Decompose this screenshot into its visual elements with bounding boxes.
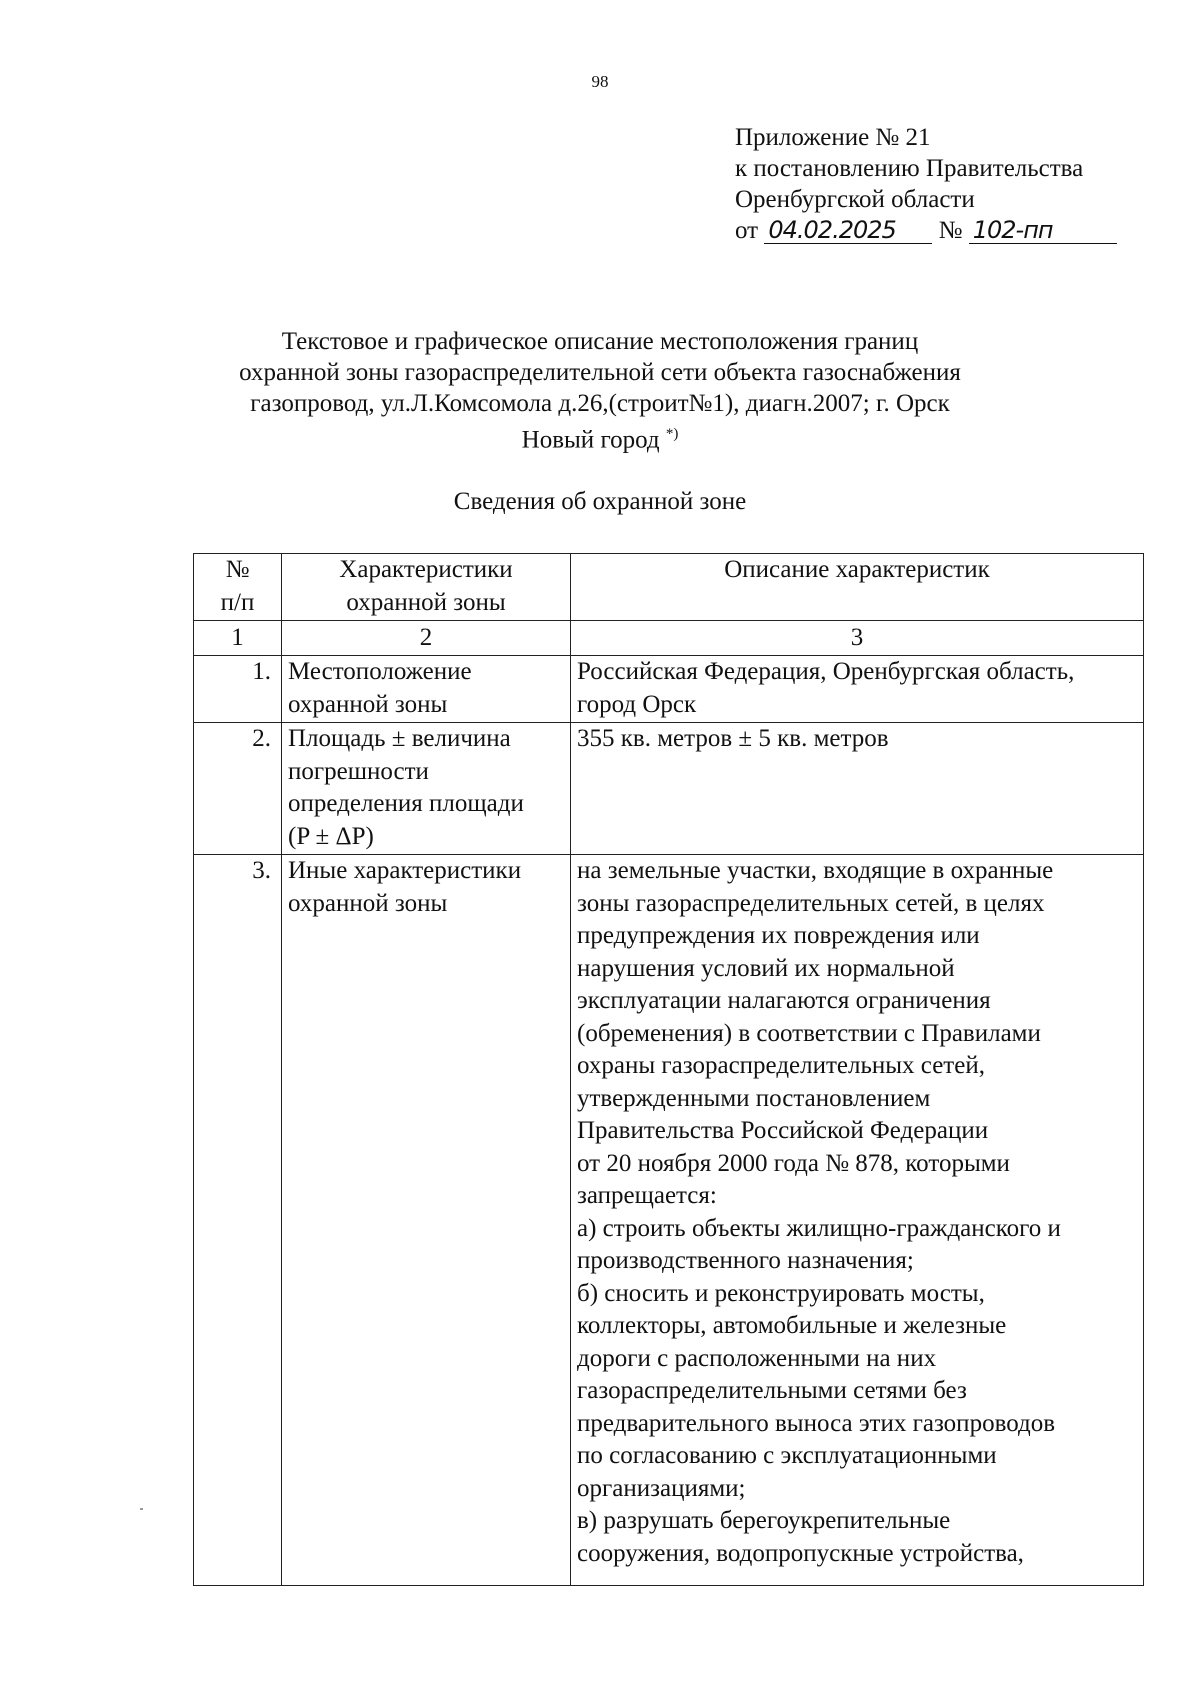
- section-subtitle: Сведения об охранной зоне: [453, 488, 747, 515]
- zone-info-table: [193, 553, 1144, 1586]
- row-description: Российская Федерация, Оренбургская область, город Орск: [571, 656, 1144, 723]
- row-characteristic: Иные характеристики охранной зоны: [282, 855, 571, 1586]
- title-line-3: газопровод, ул.Л.Комсомола д.26,(строит№1), диагн.2007; г. Орск: [250, 390, 950, 417]
- column-number-row: [194, 621, 1144, 656]
- from-label: от: [735, 217, 759, 244]
- appendix-block: [735, 122, 1117, 246]
- appendix-signature-line: [735, 215, 1117, 246]
- row-description: на земельные участки, входящие в охранные зоны газораспределительных сетей, в целях предупреждения их повреждения или нарушения условий их нормальной эксплуатации налагаются ограничения (обременения) в соответствии с Правилами охраны газораспределительных сетей, утвержденными постановлением Правительства Российской Федерации от 20 ноября 2000 года № 878, которыми запрещается: а) строить объекты жилищно-гражданского и производственного назначения; б) сносить и реконструировать мосты, коллекторы, автомобильные и железные дороги с расположенными на них газораспределительными сетями без предварительного выноса этих газопроводов по согласованию с эксплуатационными организациями; в) разрушать берегоукрепительные сооружения, водопропускные устройства,: [571, 855, 1144, 1586]
- title-line-4-text: Новый город: [521, 426, 660, 454]
- row-characteristic: Местоположение охранной зоны: [282, 656, 571, 723]
- title-line-4: [0, 419, 1200, 455]
- document-title: [0, 326, 1200, 455]
- row-description: 355 кв. метров ± 5 кв. метров: [571, 723, 1144, 855]
- handwritten-date: 04.02.2025: [764, 217, 932, 244]
- column-number-2: 2: [282, 621, 571, 656]
- header-characteristic: Характеристики охранной зоны: [282, 554, 571, 621]
- appendix-title: Приложение № 21: [735, 124, 931, 151]
- page-number: 98: [591, 72, 609, 91]
- column-number-1: 1: [194, 621, 282, 656]
- scan-speck: [140, 1508, 143, 1510]
- appendix-line-2: к постановлению Правительства: [735, 155, 1084, 182]
- table-row: [194, 656, 1144, 723]
- row-characteristic: Площадь ± величина погрешности определения площади (P ± ΔP): [282, 723, 571, 855]
- table-row: [194, 855, 1144, 1586]
- handwritten-number: 102-пп: [969, 217, 1117, 244]
- title-line-2: охранной зоны газораспределительной сети объекта газоснабжения: [239, 359, 961, 386]
- header-number: № п/п: [194, 554, 282, 621]
- column-number-3: 3: [571, 621, 1144, 656]
- title-line-1: Текстовое и графическое описание местоположения границ: [281, 328, 919, 355]
- row-number: 1.: [194, 656, 282, 723]
- row-number: 2.: [194, 723, 282, 855]
- footnote-mark: *): [665, 426, 679, 442]
- row-number: 3.: [194, 855, 282, 1586]
- table-header-row: [194, 554, 1144, 621]
- table-row: [194, 723, 1144, 855]
- appendix-line-3: Оренбургской области: [735, 186, 975, 213]
- number-label: №: [938, 217, 963, 244]
- header-description: Описание характеристик: [571, 554, 1144, 621]
